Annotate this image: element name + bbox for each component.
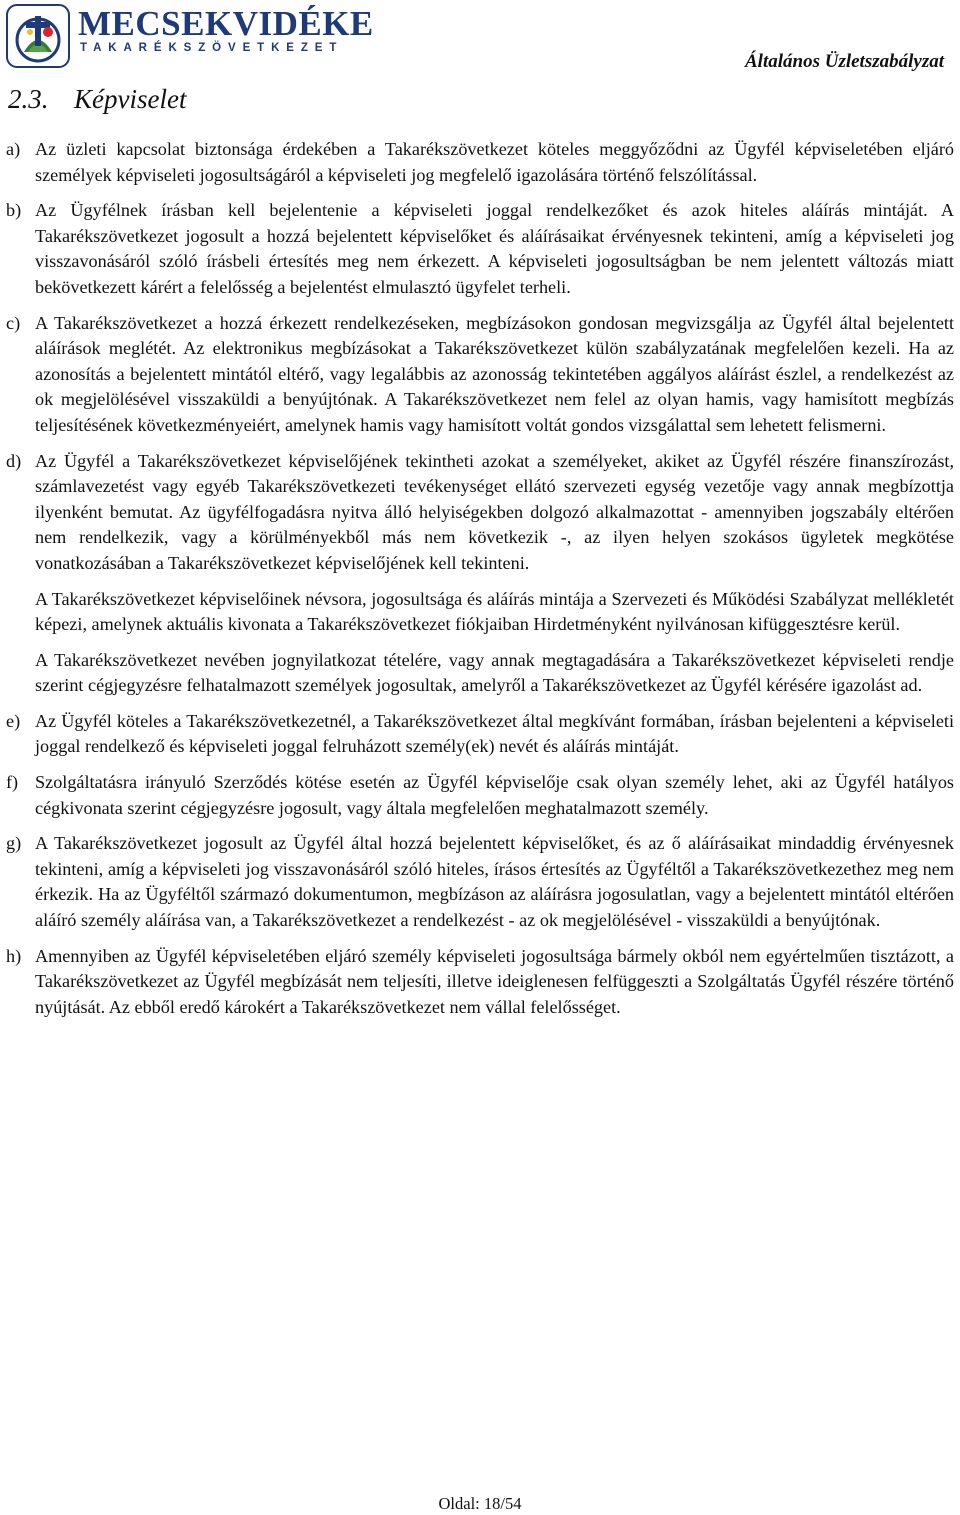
- page-number: Oldal: 18/54: [438, 1494, 522, 1513]
- paragraph-marker: e): [6, 710, 21, 731]
- paragraph-marker: h): [6, 945, 22, 966]
- page-header: [0, 0, 960, 80]
- paragraph-text: Az Ügyfél köteles a Takarékszövetkezetnél, a Takarékszövetkezet által megkívánt formában, írásban bejelenteni a képviseleti joggal rendelkező és képviseleti joggal felruházott személy(ek) nevét és aláírás mintáját.: [35, 710, 954, 757]
- paragraph-marker: g): [6, 833, 22, 854]
- section-title: Képviselet: [74, 84, 187, 114]
- paragraph-text: Az Ügyfélnek írásban kell bejelentenie a képviseleti joggal rendelkezőket és azok hiteles aláírás mintáját. A Takarékszövetkezet jogosult a hozzá bejelentett képviselőket és aláírásaikat érvényesnek tekinteni, amíg a képviseleti jog visszavonásáról szóló írásbeli értesítés meg nem érkezett. A képviseleti jogosultságban be nem jelentett változás miatt bekövetkezett kárért a felelősség a bejelentést elmulasztó ügyfelet terheli.: [35, 200, 954, 297]
- paragraph-text: A Takarékszövetkezet nevében jognyilatkozat tételére, vagy annak megtagadására a Takarékszövetkezet képviseleti rendje szerint cégjegyzésre felhatalmazott személyek jogosultak, amelyről a Takarékszövetkezet az Ügyfél kérésére igazolást ad.: [35, 649, 954, 696]
- paragraph-text: A Takarékszövetkezet jogosult az Ügyfél által hozzá bejelentett képviselőket, és az ő aláírásaikat mindaddig érvényesnek tekinteni, amíg a képviseleti jog visszavonásáról szóló hiteles, írásos értesítés az Ügyféltől a Takarékszövetkezethez meg nem érkezik. Ha az Ügyféltől származó dokumentumon, megbízáson az aláírásra jogosulatlan, vagy a bejelentett mintától eltérően aláíró személy aláírása van, a Takarékszövetkezet a rendelkezést - az ok megjelölésével - visszaküldi a benyújtónak.: [35, 833, 954, 931]
- paragraph-text: Az üzleti kapcsolat biztonsága érdekében a Takarékszövetkezet köteles meggyőződni az Ügyfél képviseletében eljáró személyek képviseleti jogosultságáról a képviseleti jog megfelelő igazolására történő felszólítással.: [35, 139, 954, 185]
- paragraph-marker: [6, 587, 35, 638]
- paragraph-e: [6, 709, 954, 760]
- bank-logo-icon: [6, 4, 70, 68]
- document-title: Általános Üzletszabályzat: [745, 51, 944, 72]
- paragraph-d: [6, 449, 954, 577]
- paragraph-d-continued-1: [6, 587, 954, 638]
- paragraph-text: A Takarékszövetkezet a hozzá érkezett rendelkezéseken, megbízásokon gondosan megvizsgálja az Ügyfél által bejelentett aláírások meglétét. Az elektronikus megbízásokat a Takarékszövetkezet külön szabályzatának megfelelően kezeli. Ha az azonosítás a bejelentett mintától eltérő, vagy legalábbis az azonosság tekintetében aggályos aláírást észlel, a rendelkezést az ok megjelölésével visszaküldi a benyújtónak. A Takarékszövetkezet nem felel az olyan hamis, vagy hamisított megbízás teljesítésének következményeiért, amelynek hamis vagy hamisított voltát gondos vizsgálattal sem lehetett felismerni.: [35, 312, 954, 435]
- paragraph-a: [6, 137, 954, 188]
- paragraph-c: [6, 311, 954, 439]
- document-body: [6, 137, 954, 1030]
- paragraph-marker: a): [6, 139, 21, 159]
- section-heading: [8, 82, 186, 116]
- paragraph-f: [6, 770, 954, 821]
- paragraph-b: [6, 198, 954, 300]
- paragraph-text: A Takarékszövetkezet képviselőinek névsora, jogosultsága és aláírás mintája a Szervezeti és Működési Szabályzat mellékletét képezi, amelynek aktuális kivonata a Takarékszövetkezet fiókjaiban Hirdetményként nyilvánosan kifüggesztésre kerül.: [35, 588, 954, 635]
- brand-name: MECSEKVIDÉKE: [78, 4, 374, 43]
- paragraph-marker: f): [6, 772, 19, 793]
- paragraph-g: [6, 831, 954, 933]
- paragraph-marker: c): [6, 312, 21, 333]
- paragraph-marker: d): [6, 450, 22, 471]
- paragraph-marker: [6, 648, 35, 699]
- paragraph-d-continued-2: [6, 648, 954, 699]
- paragraph-h: [6, 944, 954, 1021]
- paragraph-marker: b): [6, 200, 22, 221]
- paragraph-text: Szolgáltatásra irányuló Szerződés kötése esetén az Ügyfél képviselője csak olyan személy lehet, aki az Ügyfél hatályos cégkivonata szerint cégjegyzésre jogosult, vagy általa megfelelően meghatalmazott személy.: [35, 772, 954, 818]
- section-number: 2.3.: [8, 84, 49, 114]
- paragraph-text: Amennyiben az Ügyfél képviseletében eljáró személy képviseleti jogosultsága bármely okból nem egyértelműen tisztázott, a Takarékszövetkezet az Ügyfél megbízását nem teljesíti, illetve ideiglenesen felfüggeszti a Szolgáltatás Ügyfél részére történő nyújtását. Az ebből eredő károkért a Takarékszövetkezet nem vállal felelősséget.: [35, 945, 954, 1017]
- paragraph-text: Az Ügyfél a Takarékszövetkezet képviselőjének tekintheti azokat a személyeket, akiket az Ügyfél részére finanszírozást, számlavezetést vagy egyéb Takarékszövetkezeti tevékenységet ellátó szervezeti egység vezetője vagy annak megbízottja ilyenként bemutat. Az ügyfélfogadásra nyitva álló helyiségekben dolgozó alkalmazottat - amennyiben jogszabály eltérően nem rendelkezik, vagy a körülményekből más nem következik -, az ilyen helyen szokásos ügyletek megkötése vonatkozásában a Takarékszövetkezet képviselőjének kell tekinteni.: [35, 450, 954, 573]
- brand-subtitle: TAKARÉKSZÖVETKEZET: [80, 42, 344, 54]
